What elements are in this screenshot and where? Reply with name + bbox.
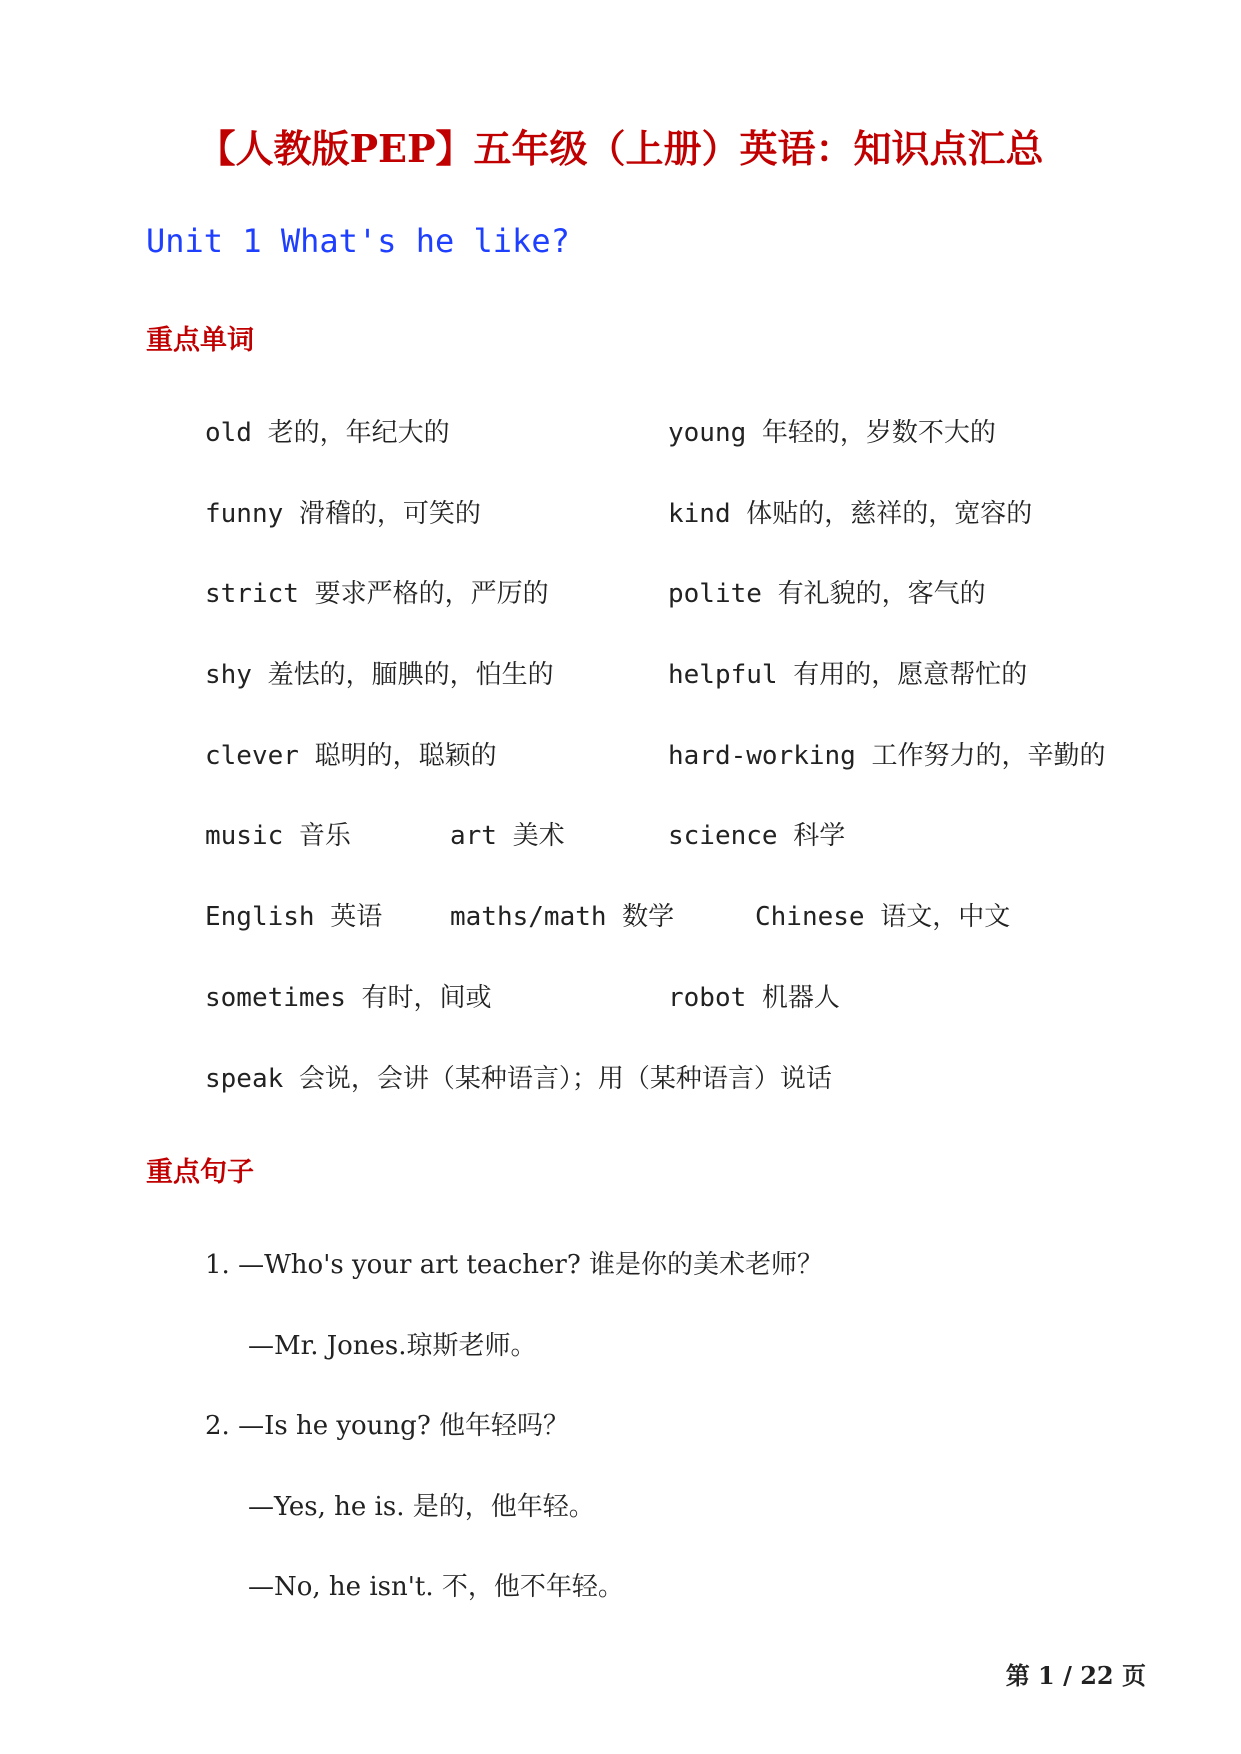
vocab-item-clever: clever 聪明的，聪颖的 [205, 741, 497, 771]
vocab-item-art: art 美术 [450, 821, 565, 851]
sentence-2-question: 2. —Is he young? 他年轻吗？ [205, 1411, 570, 1441]
vocab-item-funny: funny 滑稽的，可笑的 [205, 499, 481, 529]
vocab-item-science: science 科学 [668, 821, 846, 851]
vocab-item-strict: strict 要求严格的，严厉的 [205, 579, 549, 609]
vocab-item-shy: shy 羞怯的，腼腆的，怕生的 [205, 660, 554, 690]
vocab-item-speak: speak 会说，会讲（某种语言）；用（某种语言）说话 [205, 1064, 832, 1094]
vocab-heading: 重点单词 [146, 325, 254, 356]
vocab-item-kind: kind 体贴的，慈祥的，宽容的 [668, 499, 1033, 529]
vocab-item-sometimes: sometimes 有时，间或 [205, 983, 492, 1013]
vocab-item-robot: robot 机器人 [668, 983, 840, 1013]
sentence-1-question: 1. —Who's your art teacher? 谁是你的美术老师？ [205, 1250, 824, 1280]
unit-title: Unit 1 What's he like? [146, 222, 570, 260]
vocab-item-maths: maths/math 数学 [450, 902, 675, 932]
vocab-item-hard-working: hard-working 工作努力的，辛勤的 [668, 741, 1106, 771]
vocab-item-old: old 老的，年纪大的 [205, 418, 450, 448]
vocab-item-english: English 英语 [205, 902, 383, 932]
document-title: 【人教版PEP】五年级（上册）英语：知识点汇总 [197, 126, 1044, 171]
vocab-item-young: young 年轻的，岁数不大的 [668, 418, 996, 448]
sentence-2-answer-no: —No, he isn't. 不，他不年轻。 [248, 1572, 624, 1602]
vocab-item-chinese: Chinese 语文，中文 [755, 902, 1011, 932]
sentence-1-answer: —Mr. Jones.琼斯老师。 [248, 1331, 537, 1361]
sentence-2-answer-yes: —Yes, he is. 是的，他年轻。 [248, 1492, 595, 1522]
sentence-heading: 重点句子 [146, 1157, 254, 1188]
vocab-item-polite: polite 有礼貌的，客气的 [668, 579, 986, 609]
vocab-item-music: music 音乐 [205, 821, 351, 851]
vocab-item-helpful: helpful 有用的，愿意帮忙的 [668, 660, 1028, 690]
page-number: 第 1 / 22 页 [1005, 1661, 1146, 1690]
